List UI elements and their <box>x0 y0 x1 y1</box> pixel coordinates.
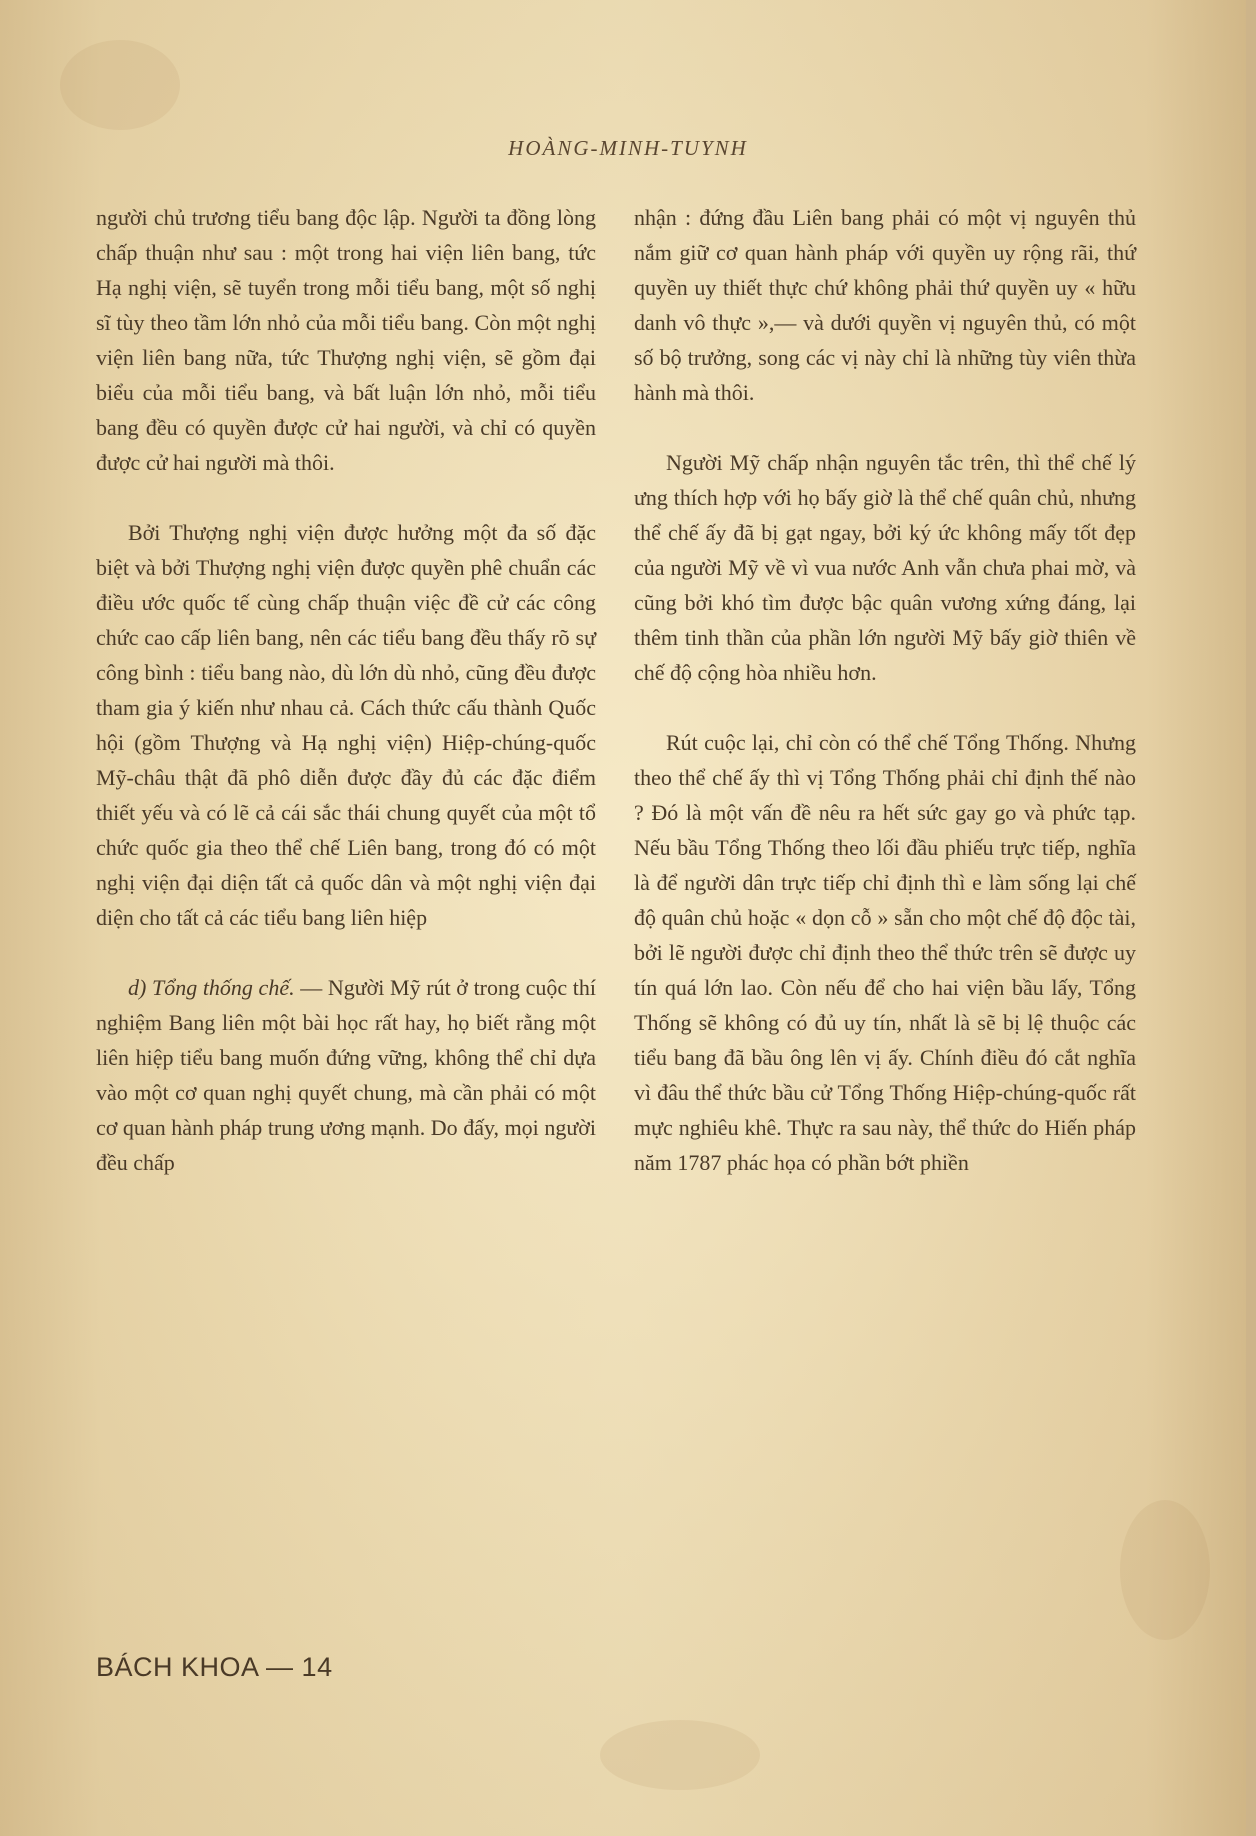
left-paragraph-3 <box>96 970 596 1180</box>
left-column <box>96 200 596 1180</box>
running-head: HOÀNG-MINH-TUYNH <box>508 136 748 160</box>
left-paragraph-2: Bởi Thượng nghị viện được hưởng một đa số đặc biệt và bởi Thượng nghị viện được quyền phê chuẩn các điều ước quốc tế cùng chấp thuận việc đề cử các công chức cao cấp liên bang, nên các tiểu bang đều thấy rõ sự công bình : tiểu bang nào, dù lớn dù nhỏ, cũng đều được tham gia ý kiến như nhau cả. Cách thức cấu thành Quốc hội (gồm Thượng và Hạ nghị viện) Hiệp-chúng-quốc Mỹ-châu thật đã phô diễn được đầy đủ các đặc điểm thiết yếu và có lẽ cả cái sắc thái chung quyết của một tổ chức quốc gia theo thể chế Liên bang, trong đó có một nghị viện đại diện tất cả quốc dân và một nghị viện đại diện cho tất cả các tiểu bang liên hiệp <box>96 520 596 930</box>
right-column <box>634 200 1136 1180</box>
right-paragraph-1: nhận : đứng đầu Liên bang phải có một vị nguyên thủ nắm giữ cơ quan hành pháp với quyền uy rộng rãi, thứ quyền uy thiết thực chứ không phải thứ quyền uy « hữu danh vô thực »,— và dưới quyền vị nguyên thủ, có một số bộ trưởng, song các vị này chỉ là những tùy viên thừa hành mà thôi. <box>634 205 1136 405</box>
right-paragraph-3: Rút cuộc lại, chỉ còn có thể chế Tổng Thống. Nhưng theo thể chế ấy thì vị Tổng Thống phải chỉ định thế nào ? Đó là một vấn đề nêu ra hết sức gay go và phức tạp. Nếu bầu Tổng Thống theo lối đầu phiếu trực tiếp, nghĩa là để người dân trực tiếp chỉ định thì e làm sống lại chế độ quân chủ hoặc « dọn cỗ » sẵn cho một chế độ độc tài, bởi lẽ người được chỉ định theo thể thức trên sẽ được uy tín quá lớn lao. Còn nếu để cho hai viện bầu lấy, Tổng Thống sẽ không có đủ uy tín, nhất là sẽ bị lệ thuộc các tiểu bang đã bầu ông lên vị ấy. Chính điều đó cắt nghĩa vì đâu thể thức bầu cử Tổng Thống Hiệp-chúng-quốc rất mực nghiêu khê. Thực ra sau này, thể thức do Hiến pháp năm 1787 phác họa có phần bớt phiền <box>634 730 1136 1175</box>
page-footer: BÁCH KHOA — 14 <box>96 1652 333 1682</box>
section-text: — Người Mỹ rút ở trong cuộc thí nghiệm Bang liên một bài học rất hay, họ biết rằng một liên hiệp tiểu bang muốn đứng vững, không thể chỉ dựa vào một cơ quan nghị quyết chung, mà cần phải có một cơ quan hành pháp trung ương mạnh. Do đấy, mọi người đều chấp <box>96 975 597 1175</box>
left-paragraph-1: người chủ trương tiểu bang độc lập. Người ta đồng lòng chấp thuận như sau : một trong hai viện liên bang, tức Hạ nghị viện, sẽ tuyển trong mỗi tiểu bang, một số nghị sĩ tùy theo tầm lớn nhỏ của mỗi tiểu bang. Còn một nghị viện liên bang nữa, tức Thượng nghị viện, sẽ gồm đại biểu của mỗi tiểu bang, và bất luận lớn nhỏ, mỗi tiểu bang đều có quyền được cử hai người, và chỉ có quyền được cử hai người mà thôi. <box>96 205 596 475</box>
section-title: d) Tổng thống chế. <box>128 975 295 1000</box>
right-paragraph-2: Người Mỹ chấp nhận nguyên tắc trên, thì thể chế lý ưng thích hợp với họ bấy giờ là thể chế quân chủ, nhưng thể chế ấy đã bị gạt ngay, bởi ký ức không mấy tốt đẹp của người Mỹ về vì vua nước Anh vẫn chưa phai mờ, và cũng bởi khó tìm được bậc quân vương xứng đáng, lại thêm tinh thần của phần lớn người Mỹ bấy giờ thiên về chế độ cộng hòa nhiều hơn. <box>634 450 1136 685</box>
